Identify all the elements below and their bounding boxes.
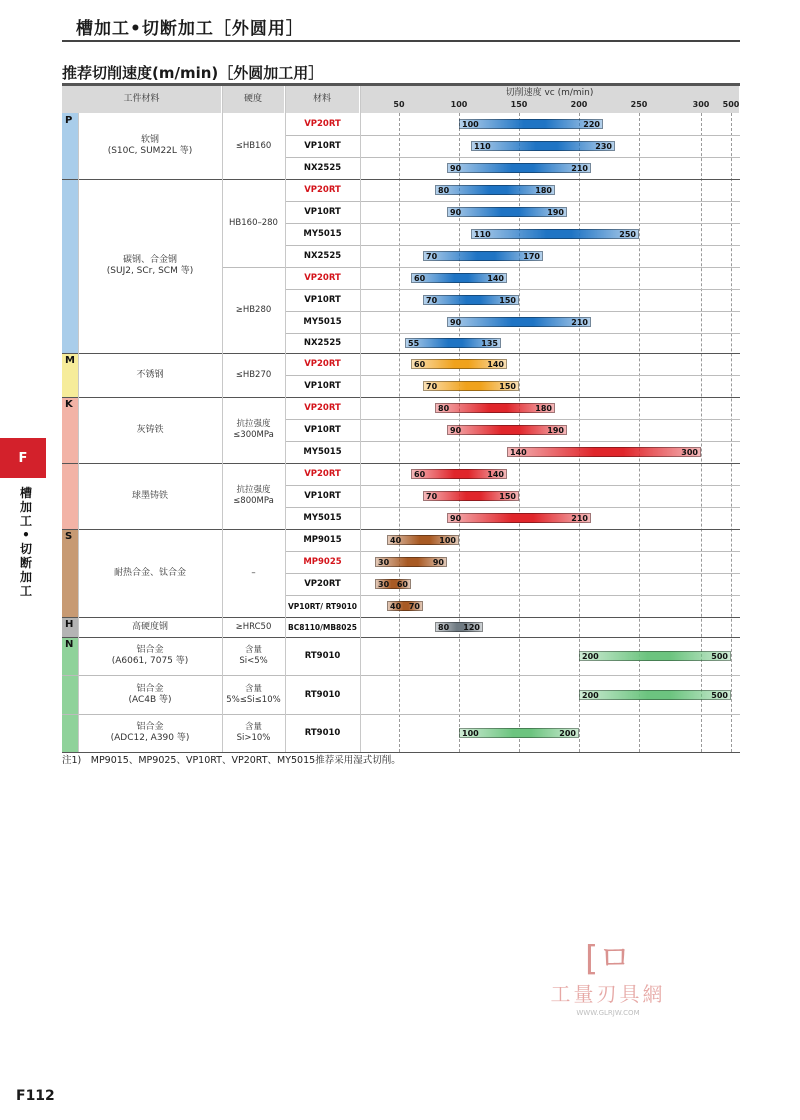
- axis-tick-label: 300: [692, 100, 710, 109]
- row-divider: [285, 201, 740, 202]
- hardness-cell: 抗拉强度 ≤300MPa: [233, 419, 274, 440]
- grade-cell: VP20RT: [304, 579, 341, 589]
- watermark-url: WWW.GLRJW.COM: [576, 1009, 640, 1017]
- speed-range-bar: [471, 229, 639, 239]
- bar-max-label: 180: [535, 186, 552, 195]
- speed-range-bar: [447, 317, 591, 327]
- bar-max-label: 200: [559, 729, 576, 738]
- material-group-k: K: [62, 397, 78, 529]
- watermark-name: 工量刃具網: [550, 982, 666, 1006]
- bar-min-label: 60: [414, 470, 426, 479]
- grade-cell: MY5015: [303, 447, 342, 457]
- speed-range-bar: [447, 513, 591, 523]
- bar-min-label: 30: [378, 558, 390, 567]
- bar-min-label: 70: [426, 492, 438, 501]
- speed-range-bar: [447, 163, 591, 173]
- speed-range-bar: [405, 338, 501, 348]
- bar-max-label: 150: [499, 296, 516, 305]
- row-divider: [285, 551, 740, 552]
- bar-max-label: 70: [408, 602, 420, 611]
- bar-max-label: 120: [463, 623, 480, 632]
- watermark: [538, 940, 678, 1017]
- bar-min-label: 30: [378, 580, 390, 589]
- grade-cell: RT9010: [304, 689, 341, 700]
- bar-min-label: 55: [408, 339, 420, 348]
- speed-gridline: [399, 113, 400, 752]
- row-divider: [62, 463, 740, 464]
- header-grade: 材料: [285, 86, 360, 113]
- bar-min-label: 90: [450, 318, 462, 327]
- row-divider: [62, 529, 740, 530]
- bar-min-label: 80: [438, 186, 450, 195]
- bar-max-label: 190: [547, 426, 564, 435]
- grade-cell: MY5015: [303, 317, 342, 327]
- grade-cell: NX2525: [303, 251, 342, 261]
- axis-tick-label: 50: [393, 100, 405, 109]
- bar-min-label: 140: [510, 448, 527, 457]
- speed-range-bar: [459, 728, 579, 738]
- speed-range-bar: [459, 119, 603, 129]
- hardness-cell: –: [251, 567, 256, 578]
- hardness-cell: 抗拉强度 ≤800MPa: [233, 485, 274, 506]
- speed-gridline: [731, 113, 732, 752]
- axis-tick-label: 150: [510, 100, 528, 109]
- grade-cell: VP10RT: [304, 425, 341, 435]
- bar-max-label: 300: [681, 448, 698, 457]
- workpiece-material-cell: 高硬度钢: [131, 621, 168, 632]
- bar-max-label: 90: [432, 558, 444, 567]
- bar-max-label: 250: [619, 230, 636, 239]
- grade-cell: VP10RT: [304, 295, 341, 305]
- speed-range-bar: [435, 185, 555, 195]
- bar-max-label: 170: [523, 252, 540, 261]
- bar-min-label: 90: [450, 514, 462, 523]
- speed-range-bar: [471, 141, 615, 151]
- speed-range-bar: [447, 425, 567, 435]
- axis-tick-label: 100: [450, 100, 468, 109]
- grade-cell: VP20RT: [304, 403, 341, 413]
- row-divider: [62, 675, 740, 676]
- section-title: 推荐切削速度(m/min)［外圆加工用］: [62, 64, 324, 82]
- speed-range-bar: [579, 690, 731, 700]
- speed-range-bar: [387, 601, 423, 611]
- column-divider: [285, 86, 286, 752]
- section-tab-f[interactable]: F: [0, 438, 46, 478]
- bar-min-label: 80: [438, 404, 450, 413]
- row-divider: [285, 419, 740, 420]
- bar-min-label: 70: [426, 296, 438, 305]
- speed-range-bar: [387, 535, 459, 545]
- grade-cell: MP9025: [303, 557, 342, 567]
- bar-min-label: 100: [462, 120, 479, 129]
- bar-min-label: 200: [582, 690, 599, 700]
- hardness-cell: 含量 Si>10%: [236, 722, 271, 743]
- workpiece-material-cell: 灰铸铁: [136, 424, 164, 435]
- row-divider: [285, 375, 740, 376]
- row-divider: [222, 267, 740, 268]
- hardness-cell: ≤HB270: [235, 369, 272, 380]
- page-number: F112: [16, 1088, 55, 1104]
- column-divider: [360, 86, 361, 752]
- axis-tick-label: 250: [630, 100, 648, 109]
- watermark-logo-mark: [ㅁ: [584, 939, 632, 979]
- workpiece-material-cell: 碳钢、合金钢 (SUJ2, SCr, SCM 等): [106, 255, 194, 276]
- bar-min-label: 90: [450, 164, 462, 173]
- bar-max-label: 140: [487, 360, 504, 369]
- bar-min-label: 100: [462, 729, 479, 738]
- speed-range-bar: [411, 469, 507, 479]
- row-divider: [62, 179, 740, 180]
- hardness-cell: 含量 Si<5%: [239, 645, 268, 666]
- axis-tick-label: 200: [570, 100, 588, 109]
- material-group-m: M: [62, 353, 78, 397]
- bar-max-label: 500: [711, 652, 728, 661]
- workpiece-material-cell: 球墨铸铁: [131, 490, 168, 501]
- bar-max-label: 150: [499, 492, 516, 501]
- bar-max-label: 140: [487, 274, 504, 283]
- bar-max-label: 500: [711, 690, 728, 700]
- bar-max-label: 190: [547, 208, 564, 217]
- material-group-p: P: [62, 113, 78, 353]
- speed-range-bar: [411, 359, 507, 369]
- speed-range-bar: [423, 251, 543, 261]
- workpiece-material-cell: 软钢 (S10C, SUM22L 等): [107, 135, 193, 156]
- bar-min-label: 70: [426, 252, 438, 261]
- row-divider: [62, 617, 740, 618]
- row-divider: [285, 135, 740, 136]
- section-side-label: 槽加工•切断加工: [19, 486, 32, 598]
- row-divider: [62, 353, 740, 354]
- bar-max-label: 100: [439, 536, 456, 545]
- bar-min-label: 60: [414, 360, 426, 369]
- bar-max-label: 210: [571, 164, 588, 173]
- bar-max-label: 140: [487, 470, 504, 479]
- page-header-title: 槽加工•切断加工［外圆用］: [76, 19, 304, 39]
- material-group-h: H: [62, 617, 78, 637]
- speed-range-bar: [579, 651, 731, 661]
- row-divider: [62, 637, 740, 638]
- bar-min-label: 200: [582, 652, 599, 661]
- column-divider: [78, 113, 79, 752]
- grade-cell: NX2525: [303, 163, 342, 173]
- workpiece-material-cell: 不锈钢: [136, 369, 164, 380]
- row-divider: [285, 333, 740, 334]
- grade-cell: VP10RT: [304, 207, 341, 217]
- grade-cell: VP20RT: [304, 359, 341, 369]
- workpiece-material-cell: 耐热合金、钛合金: [113, 567, 186, 578]
- row-divider: [285, 595, 740, 596]
- grade-cell: BC8110/MB8025: [288, 622, 357, 632]
- row-divider: [285, 245, 740, 246]
- bar-min-label: 110: [474, 230, 491, 239]
- bar-max-label: 60: [396, 580, 408, 589]
- bar-max-label: 135: [481, 339, 498, 348]
- grade-cell: MY5015: [303, 513, 342, 523]
- material-group-s: S: [62, 529, 78, 617]
- row-divider: [285, 441, 740, 442]
- grade-cell: NX2525: [303, 338, 342, 348]
- workpiece-material-cell: 铝合金 (A6061, 7075 等): [111, 645, 189, 666]
- grade-cell: VP10RT/ RT9010: [287, 601, 358, 611]
- speed-range-bar: [507, 447, 701, 457]
- column-divider: [222, 86, 223, 752]
- row-divider: [285, 289, 740, 290]
- bar-min-label: 110: [474, 142, 491, 151]
- bar-max-label: 150: [499, 382, 516, 391]
- grade-cell: MY5015: [303, 229, 342, 239]
- grade-cell: VP20RT: [304, 185, 341, 195]
- bar-max-label: 180: [535, 404, 552, 413]
- grade-cell: VP10RT: [304, 381, 341, 391]
- row-divider: [285, 311, 740, 312]
- speed-range-bar: [435, 622, 483, 632]
- speed-range-bar: [447, 207, 567, 217]
- speed-range-bar: [411, 273, 507, 283]
- row-divider: [285, 157, 740, 158]
- axis-tick-label: 500: [722, 100, 740, 109]
- grade-cell: MP9015: [303, 535, 342, 545]
- row-divider: [62, 397, 740, 398]
- bar-min-label: 40: [390, 536, 402, 545]
- bar-min-label: 70: [426, 382, 438, 391]
- row-divider: [62, 714, 740, 715]
- header-material: 工件材料: [62, 86, 222, 113]
- grade-cell: VP20RT: [304, 273, 341, 283]
- row-divider: [285, 485, 740, 486]
- footnote: 注1) MP9015、MP9025、VP10RT、VP20RT、MY5015推荐采用湿式切削。: [62, 755, 401, 766]
- grade-cell: VP20RT: [304, 119, 341, 129]
- bar-min-label: 90: [450, 426, 462, 435]
- bar-max-label: 220: [583, 120, 600, 129]
- hardness-cell: ≥HRC50: [235, 621, 272, 632]
- bar-max-label: 210: [571, 318, 588, 327]
- workpiece-material-cell: 铝合金 (ADC12, A390 等): [110, 722, 190, 743]
- grade-cell: VP10RT: [304, 141, 341, 151]
- bar-min-label: 40: [390, 602, 402, 611]
- speed-range-bar: [375, 557, 447, 567]
- hardness-cell: ≤HB160: [235, 140, 272, 151]
- grade-cell: VP10RT: [304, 491, 341, 501]
- hardness-cell: HB160–280: [229, 217, 278, 228]
- bar-max-label: 230: [595, 142, 612, 151]
- bar-max-label: 210: [571, 514, 588, 523]
- hardness-cell: ≥HB280: [235, 304, 272, 315]
- header-hardness: 硬度: [222, 86, 285, 113]
- bar-min-label: 80: [438, 623, 450, 632]
- row-divider: [285, 507, 740, 508]
- header-cutting-speed: 切削速度 vc (m/min): [360, 86, 740, 113]
- row-divider: [285, 223, 740, 224]
- speed-range-bar: [423, 381, 519, 391]
- material-group-n: N: [62, 637, 78, 752]
- grade-cell: RT9010: [304, 728, 341, 738]
- bar-min-label: 90: [450, 208, 462, 217]
- speed-range-bar: [375, 579, 411, 589]
- bar-min-label: 60: [414, 274, 426, 283]
- speed-range-bar: [423, 295, 519, 305]
- speed-range-bar: [435, 403, 555, 413]
- workpiece-material-cell: 铝合金 (AC4B 等): [128, 683, 172, 705]
- speed-range-bar: [423, 491, 519, 501]
- grade-cell: RT9010: [304, 651, 341, 661]
- row-divider: [285, 573, 740, 574]
- grade-cell: VP20RT: [304, 469, 341, 479]
- hardness-cell: 含量 5%≤Si≤10%: [226, 683, 281, 705]
